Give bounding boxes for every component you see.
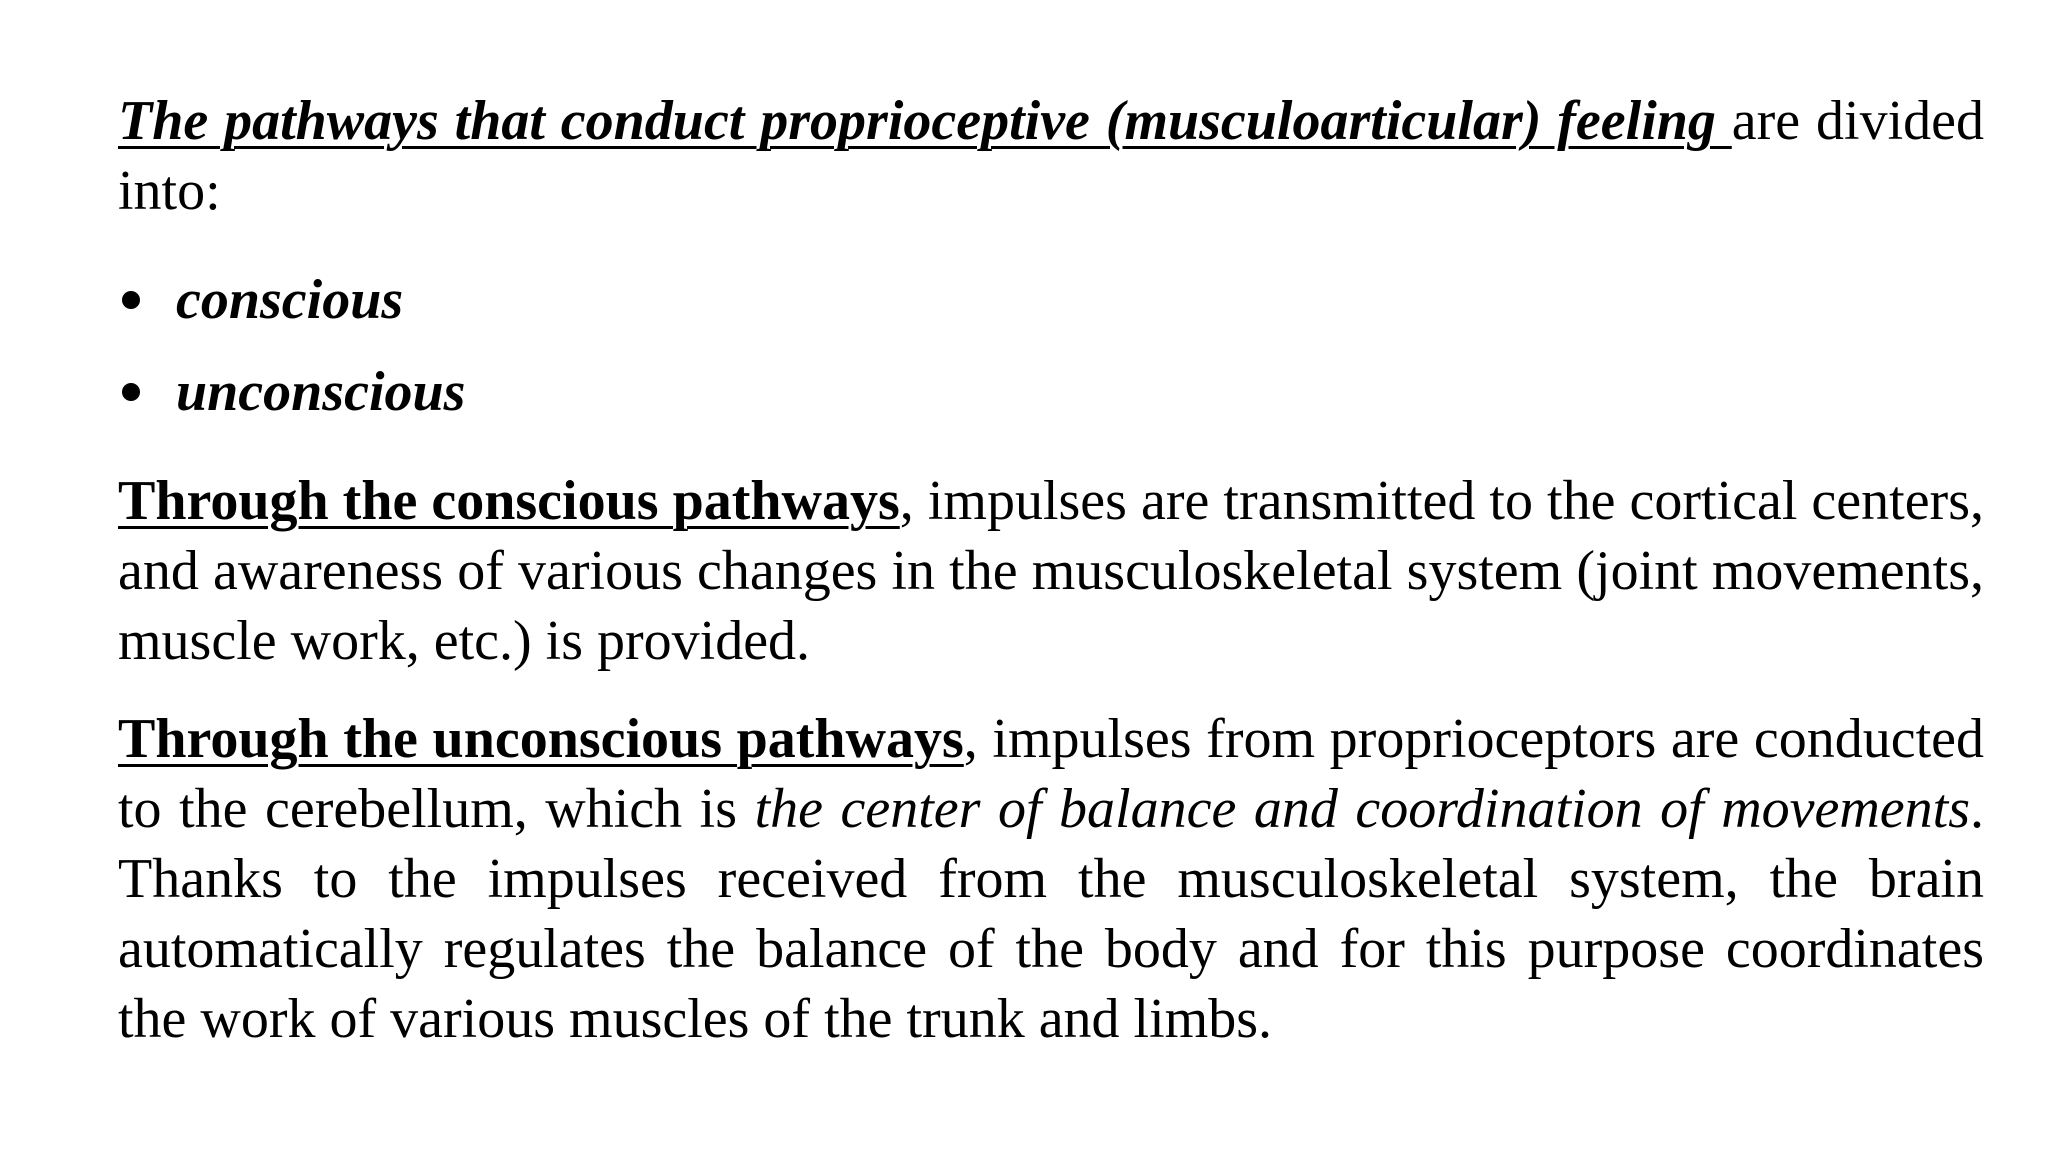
list-item-text: unconscious [176, 361, 466, 423]
conscious-paragraph [118, 466, 1984, 676]
intro-lead-text: The pathways that conduct proprioceptive (musculoarticular) feeling [118, 90, 1732, 152]
list-item-unconscious [118, 346, 1984, 438]
unconscious-text-part2: . Thanks to the impulses received from the musculoskeletal system, the brain automatically regulates the balance of the body and for this purpose coordinates the work of various muscles of the trunk and limbs. [118, 778, 1985, 1050]
unconscious-text-part1: , impulses from proprioceptors are conducted to the cerebellum, which is [118, 708, 1984, 840]
list-item-text: conscious [176, 269, 404, 331]
list-item-conscious [118, 254, 1984, 346]
unconscious-lead-text: Through the unconscious pathways [118, 708, 964, 770]
pathway-types-list [118, 254, 1984, 438]
unconscious-paragraph [118, 704, 1984, 1054]
conscious-lead-text: Through the conscious pathways [118, 470, 900, 532]
bullet-icon [122, 383, 140, 401]
bullet-icon [122, 291, 140, 309]
conscious-rest-text: , impulses are transmitted to the cortical centers, and awareness of various changes in the musculoskeletal system (joint movements, muscle work, etc.) is provided. [118, 470, 1984, 672]
intro-rest-text: are divided into: [118, 90, 1984, 222]
unconscious-emphasis-text: the center of balance and coordination of movements [754, 778, 1971, 840]
document-page [118, 86, 1984, 1054]
intro-paragraph [118, 86, 1984, 226]
